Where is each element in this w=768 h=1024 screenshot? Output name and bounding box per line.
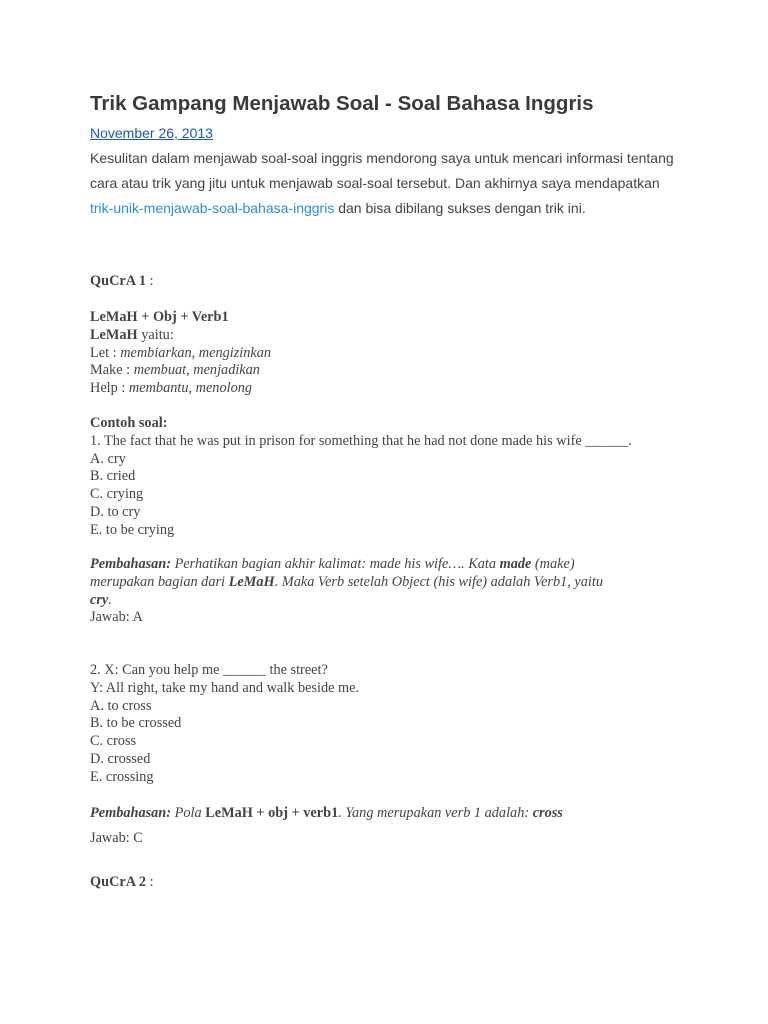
option: C. cross (90, 733, 137, 750)
option: E. crossing (90, 768, 154, 785)
option: B. cried (90, 468, 136, 485)
option: D. to cry (90, 503, 141, 520)
intro-text-end: dan bisa dibilang sukses dengan trik ini. (334, 200, 586, 216)
lemah-section (90, 309, 690, 398)
qucra2-heading: QuCrA 2 : (90, 874, 154, 890)
article-title: Trik Gampang Menjawab Soal - Soal Bahasa Inggris (90, 92, 594, 115)
formula: LeMaH + Obj + Verb1 (90, 309, 229, 325)
answer: Jawab: A (90, 609, 143, 626)
pembahasan-1: Pembahasan: Perhatikan bagian akhir kalimat: made his wife…. Kata made (make) merupakan bagian dari LeMaH. Maka Verb setelah Object (his wife) adalah Verb1, yaitu cry. Jawab: A (90, 556, 690, 627)
option: B. to be crossed (90, 715, 182, 732)
answer-2 (90, 830, 690, 848)
question-text: Y: All right, take my hand and walk beside me. (90, 679, 360, 696)
word-help: Help : membantu, menolong (90, 380, 253, 397)
option: C. crying (90, 486, 144, 503)
word-let: Let : membiarkan, mengizinkan (90, 344, 272, 361)
intro-text: Kesulitan dalam menjawab soal-soal inggris mendorong saya untuk mencari informasi tentang cara atau trik yang jitu untuk menjawab soal-soal tersebut. Dan akhirnya saya mendapatkan (90, 150, 674, 191)
contoh-label: Contoh soal: (90, 415, 168, 431)
lemah-intro: LeMaH yaitu: (90, 326, 174, 343)
trick-link[interactable]: trik-unik-menjawab-soal-bahasa-inggris (90, 200, 335, 216)
intro-paragraph (90, 146, 685, 221)
question-1 (90, 415, 690, 540)
post-date-link[interactable]: November 26, 2013 (90, 125, 213, 141)
answer: Jawab: C (90, 830, 143, 846)
option: A. to cross (90, 697, 152, 714)
option: D. crossed (90, 750, 151, 767)
qucra1-heading: QuCrA 1 : (90, 273, 154, 289)
question-2 (90, 662, 690, 787)
word-make: Make : membuat, menjadikan (90, 362, 260, 379)
question-text: 1. The fact that he was put in prison for something that he had not done made his wife ______. (90, 432, 632, 449)
option: E. to be crying (90, 521, 175, 538)
option: A. cry (90, 450, 126, 467)
pembahasan-2: Pembahasan: Pola LeMaH + obj + verb1. Yang merupakan verb 1 adalah: cross (90, 805, 563, 821)
question-text: 2. X: Can you help me ______ the street? (90, 662, 328, 678)
